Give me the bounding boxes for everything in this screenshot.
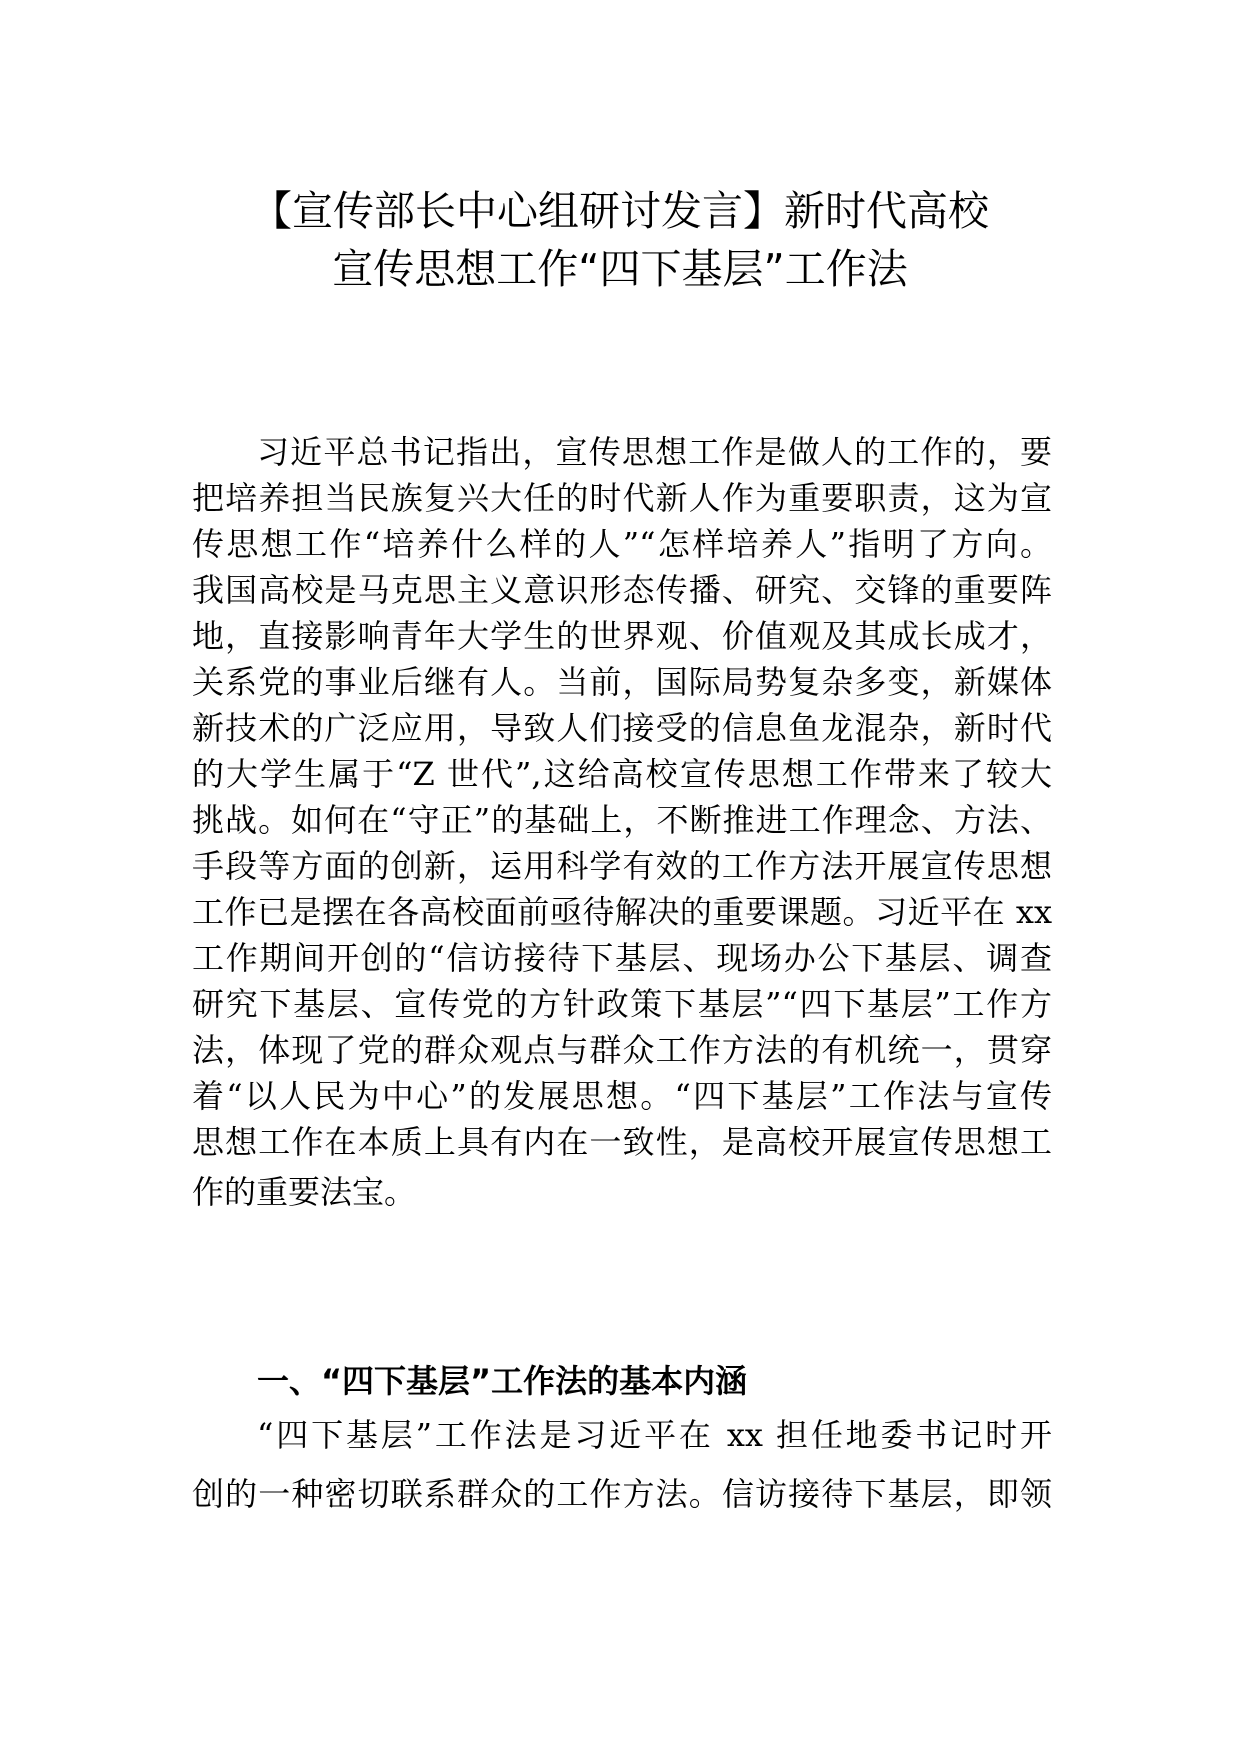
title-line-1: 【宣传部长中心组研讨发言】新时代高校 — [251, 187, 989, 235]
paragraph-line: 挑战。如何在“守正”的基础上，不断推进工作理念、方法、 — [192, 801, 1052, 839]
section-heading: 一、“四下基层”工作法的基本内涵 — [257, 1362, 748, 1400]
paragraph-line: 关系党的事业后继有人。当前，国际局势复杂多变，新媒体 — [192, 663, 1052, 701]
paragraph-line: 传思想工作“培养什么样的人”“怎样培养人”指明了方向。 — [192, 525, 1052, 563]
paragraph-line: 法，体现了党的群众观点与群众工作方法的有机统一，贯穿 — [192, 1031, 1052, 1069]
paragraph-line: 的大学生属于“Z 世代”,这给高校宣传思想工作带来了较大 — [192, 755, 1052, 793]
paragraph-line: 思想工作在本质上具有内在一致性，是高校开展宣传思想工 — [192, 1123, 1052, 1161]
paragraph-line: 工作已是摆在各高校面前亟待解决的重要课题。习近平在 xx — [192, 893, 1052, 931]
paragraph-line: 作的重要法宝。 — [192, 1173, 417, 1211]
paragraph-line: 手段等方面的创新，运用科学有效的工作方法开展宣传思想 — [192, 847, 1052, 885]
paragraph-line: 着“以人民为中心”的发展思想。“四下基层”工作法与宣传 — [192, 1077, 1052, 1115]
paragraph-line: 研究下基层、宣传党的方针政策下基层”“四下基层”工作方 — [192, 985, 1052, 1023]
paragraph-line: 新技术的广泛应用，导致人们接受的信息鱼龙混杂，新时代 — [192, 709, 1052, 747]
paragraph-line: 地，直接影响青年大学生的世界观、价值观及其成长成才， — [192, 617, 1052, 655]
paragraph-line: 我国高校是马克思主义意识形态传播、研究、交锋的重要阵 — [192, 571, 1052, 609]
paragraph-line: 创的一种密切联系群众的工作方法。信访接待下基层，即领 — [192, 1475, 1052, 1513]
document-title — [150, 182, 1090, 298]
paragraph-line: 习近平总书记指出，宣传思想工作是做人的工作的，要 — [257, 433, 1052, 471]
paragraph-line: 工作期间开创的“信访接待下基层、现场办公下基层、调查 — [192, 939, 1052, 977]
title-line-2: 宣传思想工作“四下基层”工作法 — [332, 245, 908, 293]
paragraph-line: 把培养担当民族复兴大任的时代新人作为重要职责，这为宣 — [192, 479, 1052, 517]
paragraph-line: “四下基层”工作法是习近平在 xx 担任地委书记时开 — [257, 1416, 1052, 1454]
